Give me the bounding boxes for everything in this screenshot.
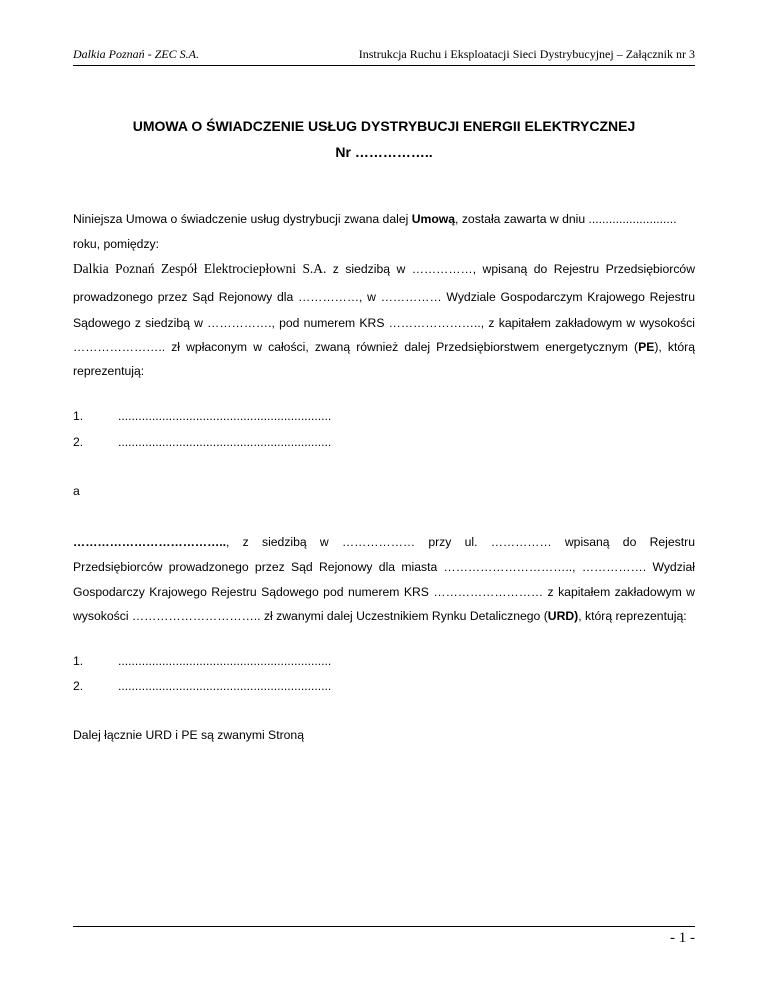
pe-line-1-text: z siedzibą w ……………, wpisaną do Rejestru Przedsiębiorców — [326, 262, 696, 276]
conjunction-a: a — [73, 484, 80, 498]
pe-rep-1-number: 1. — [73, 409, 84, 423]
intro-line-1 — [73, 212, 695, 226]
page-number: - 1 - — [670, 930, 695, 946]
urd-rep-1-blank: ............................................................... — [118, 654, 332, 668]
pe-line-1 — [73, 261, 695, 277]
urd-line-1-text: , z siedzibą w ……………… przy ul. …………… wpisaną do Rejestru — [226, 535, 695, 549]
contract-title: UMOWA O ŚWIADCZENIE USŁUG DYSTRYBUCJI ENERGII ELEKTRYCZNEJ — [132, 118, 636, 134]
urd-name-blank: ……………………………….. — [73, 535, 227, 549]
urd-rep-2-blank: ............................................................... — [118, 679, 332, 693]
pe-line-4 — [73, 340, 695, 354]
urd-rep-1-number: 1. — [73, 654, 84, 668]
pe-line-4-text-a: ………………….. zł wpłaconym w całości, zwaną również dalej Przedsiębiorstwem energetycznym ( — [73, 340, 639, 354]
intro-text-a: Niniejsza Umowa o świadczenie usług dystrybucji zwana dalej — [73, 212, 412, 226]
contract-number: Nr …………….. — [335, 144, 433, 160]
urd-line-4-text-a: wysokości ………………………….. zł zwanymi dalej Uczestnikiem Rynku Detalicznego ( — [73, 609, 548, 623]
urd-line-1 — [73, 535, 695, 549]
pe-line-4-text-c: ), którą — [654, 340, 695, 354]
pe-line-5: reprezentują: — [73, 364, 145, 378]
pe-line-3: Sądowego z siedzibą w ……………., pod numerem KRS ………………….., z kapitałem zakładowym w wysokości — [73, 316, 695, 330]
urd-line-4 — [73, 609, 695, 623]
pe-company-name: Dalkia Poznań Zespół Elektrociepłowni S.A. — [73, 261, 327, 276]
footer-rule — [73, 926, 695, 927]
urd-rep-2-number: 2. — [73, 679, 84, 693]
intro-text-c: , została zawarta w dniu .......................... — [455, 212, 677, 226]
urd-line-2: Przedsiębiorców prowadzonego przez Sąd Rejonowy dla miasta ………………………….., ……………. Wydział — [73, 560, 695, 574]
intro-line-2: roku, pomiędzy: — [73, 237, 160, 251]
pe-line-2: prowadzonego przez Sąd Rejonowy dla ……………, w …………… Wydziale Gospodarczym Krajowego Rejestru — [73, 290, 695, 304]
pe-rep-1-blank: ............................................................... — [118, 409, 332, 423]
header-company: Dalkia Poznań - ZEC S.A. — [73, 47, 199, 61]
pe-rep-2-blank: ............................................................... — [118, 435, 332, 449]
intro-umowa-term: Umową — [411, 212, 456, 226]
page-header — [73, 47, 695, 66]
pe-rep-2-number: 2. — [73, 435, 84, 449]
urd-abbrev: URD) — [547, 609, 579, 623]
urd-line-4-text-c: , którą reprezentują: — [578, 609, 687, 623]
closing-statement: Dalej łącznie URD i PE są zwanymi Stroną — [73, 728, 304, 742]
urd-line-3: Gospodarczy Krajowego Rejestru Sądowego pod numerem KRS ……………………… z kapitałem zakładowym w — [73, 585, 695, 599]
header-document-title: Instrukcja Ruchu i Eksploatacji Sieci Dystrybucyjnej – Załącznik nr 3 — [358, 47, 695, 61]
pe-abbrev: PE — [638, 340, 655, 354]
